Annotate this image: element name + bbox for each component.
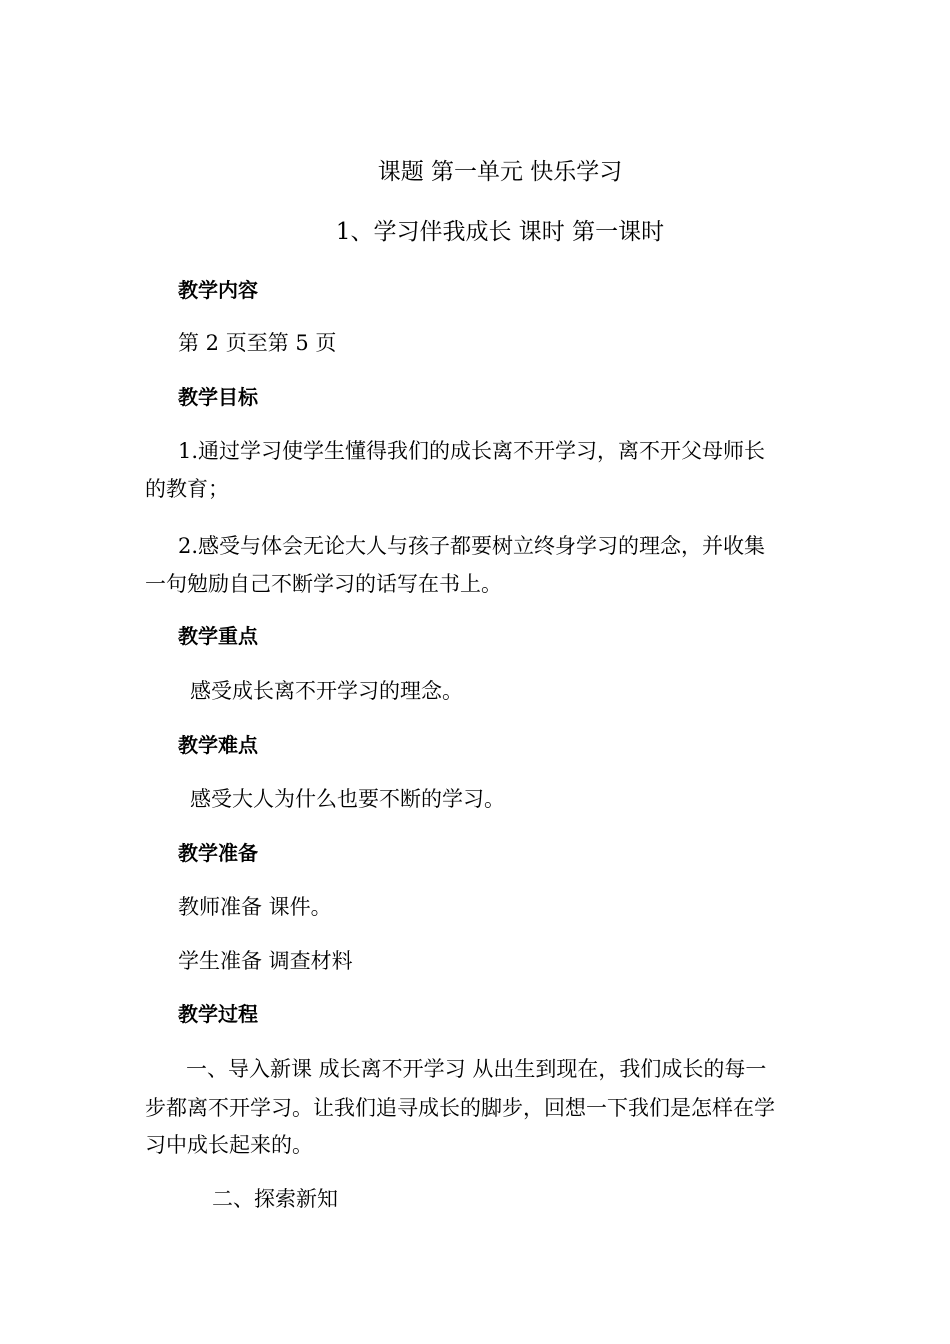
goal-2-line-1: 2.感受与体会无论大人与孩子都要树立终身学习的理念，并收集 <box>178 534 766 558</box>
difficulty-text: 感受大人为什么也要不断的学习。 <box>190 787 505 811</box>
process-2: 二、探索新知 <box>212 1187 338 1211</box>
process-1-line-2: 步都离不开学习。让我们追寻成长的脚步，回想一下我们是怎样在学 <box>145 1096 775 1120</box>
goal-1-line-1: 1.通过学习使学生懂得我们的成长离不开学习，离不开父母师长 <box>178 439 766 463</box>
section-heading-difficulty: 教学难点 <box>178 733 258 757</box>
student-preparation: 学生准备 调查材料 <box>178 949 353 973</box>
section-heading-preparation: 教学准备 <box>178 841 258 865</box>
section-heading-process: 教学过程 <box>178 1002 258 1026</box>
goal-1-line-2: 的教育； <box>145 477 229 501</box>
lesson-title: 课题 第一单元 快乐学习 <box>377 159 623 185</box>
lesson-subtitle: 1、学习伴我成长 课时 第一课时 <box>335 219 665 245</box>
key-point-text: 感受成长离不开学习的理念。 <box>190 679 463 703</box>
section-heading-goals: 教学目标 <box>178 385 258 409</box>
process-1-line-1: 一、导入新课 成长离不开学习 从出生到现在，我们成长的每一 <box>186 1057 767 1081</box>
section-heading-content: 教学内容 <box>178 278 258 302</box>
teacher-preparation: 教师准备 课件。 <box>178 895 332 919</box>
section-heading-key-point: 教学重点 <box>178 624 258 648</box>
process-1-line-3: 习中成长起来的。 <box>145 1133 313 1157</box>
content-text: 第 2 页至第 5 页 <box>178 331 337 355</box>
goal-2-line-2: 一句勉励自己不断学习的话写在书上。 <box>145 572 502 596</box>
